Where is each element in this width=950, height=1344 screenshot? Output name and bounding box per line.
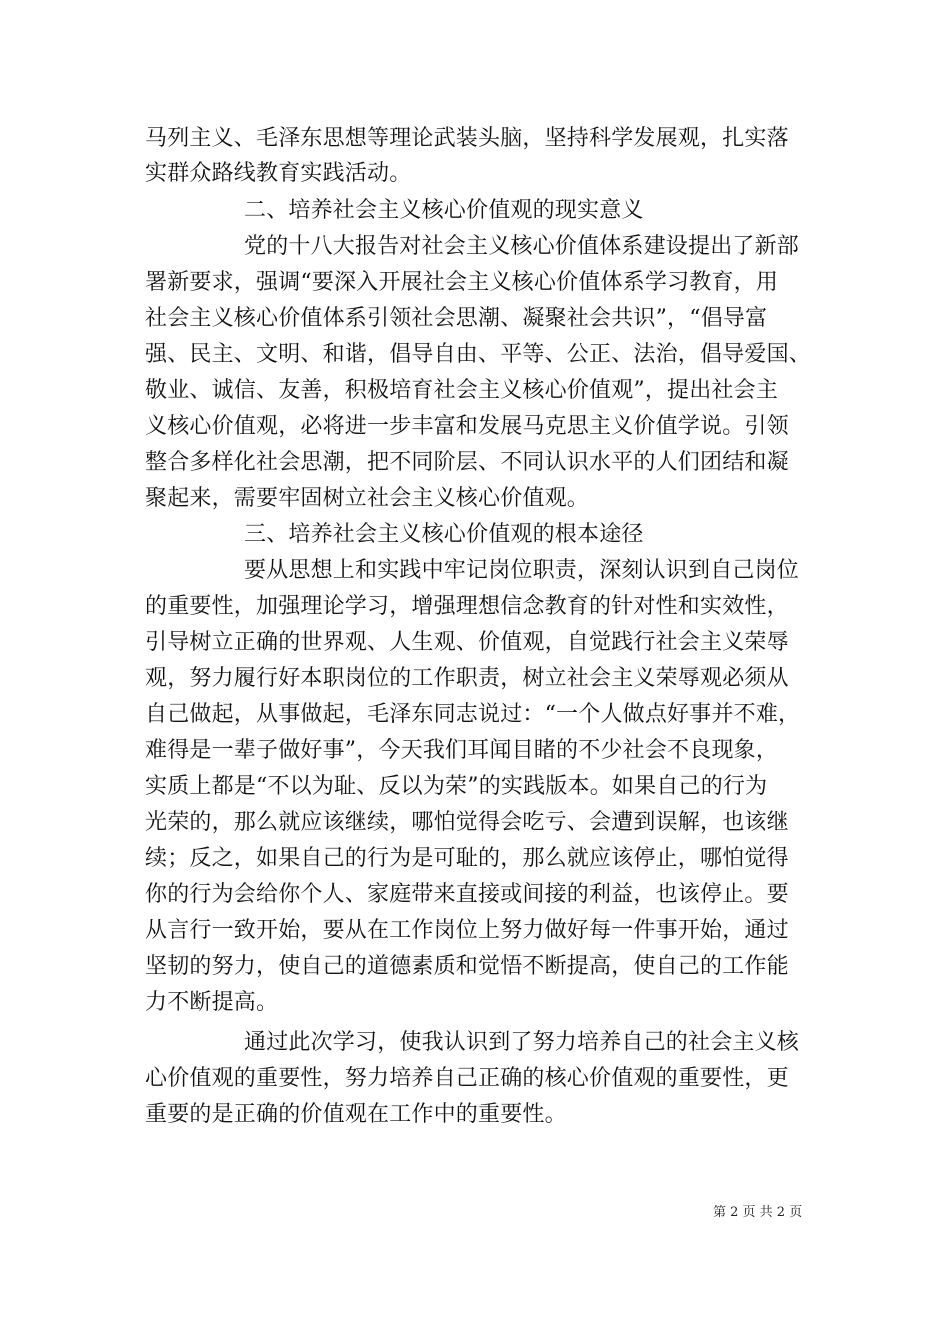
body-text-line: 你的行为会给你个人、家庭带来直接或间接的利益，也该停止。要 — [145, 882, 789, 907]
body-text-line: 实群众路线教育实践活动。 — [145, 161, 412, 186]
body-text-line: 聚起来，需要牢固树立社会主义核心价值观。 — [145, 486, 590, 511]
body-text-line: 敬业、诚信、友善，积极培育社会主义核心价值观”，提出社会主 — [145, 378, 779, 403]
body-text-line: 力不断提高。 — [145, 990, 279, 1015]
body-text-line: 引导树立正确的世界观、人生观、价值观，自觉践行社会主义荣辱 — [145, 630, 789, 655]
body-text-line: 署新要求，强调“要深入开展社会主义核心价值体系学习教育，用 — [145, 270, 779, 295]
body-text-line: 坚韧的努力，使自己的道德素质和觉悟不断提高，使自己的工作能 — [145, 954, 789, 979]
body-text-line: 整合多样化社会思潮，把不同阶层、不同认识水平的人们团结和凝 — [145, 450, 789, 475]
body-text-line: 义核心价值观，必将进一步丰富和发展马克思主义价值学说。引领 — [145, 414, 789, 439]
body-text-line: 心价值观的重要性，努力培养自己正确的核心价值观的重要性，更 — [145, 1066, 789, 1091]
body-text-line: 马列主义、毛泽东思想等理论武装头脑，坚持科学发展观，扎实落 — [145, 126, 789, 151]
body-text-line: 观，努力履行好本职岗位的工作职责，树立社会主义荣辱观必须从 — [145, 666, 789, 691]
body-text-line: 续；反之，如果自己的行为是可耻的，那么就应该停止，哪怕觉得 — [145, 846, 789, 871]
body-text-line: 难得是一辈子做好事”，今天我们耳闻目睹的不少社会不良现象， — [145, 738, 779, 763]
body-text-line: 自己做起，从事做起，毛泽东同志说过：“一个人做点好事并不难， — [145, 702, 801, 727]
body-text-line: 实质上都是“不以为耻、反以为荣”的实践版本。如果自己的行为 — [145, 774, 768, 799]
body-text-line: 光荣的，那么就应该继续，哪怕觉得会吃亏、会遭到误解，也该继 — [145, 810, 789, 835]
body-text-line: 要从思想上和实践中牢记岗位职责，深刻认识到自己岗位 — [244, 558, 800, 583]
body-text-line: 强、民主、文明、和谐，倡导自由、平等、公正、法治，倡导爱国、 — [145, 342, 812, 367]
section-heading-2: 二、培养社会主义核心价值观的现实意义 — [244, 198, 644, 223]
page-footer: 第 2 页 共 2 页 — [713, 1205, 803, 1220]
body-text-line: 重要的是正确的价值观在工作中的重要性。 — [145, 1102, 567, 1127]
body-text-line: 从言行一致开始，要从在工作岗位上努力做好每一件事开始，通过 — [145, 918, 789, 943]
body-text-line: 党的十八大报告对社会主义核心价值体系建设提出了新部 — [244, 234, 800, 259]
section-heading-3: 三、培养社会主义核心价值观的根本途径 — [244, 522, 644, 547]
body-text-line: 社会主义核心价值体系引领社会思潮、凝聚社会共识”，“倡导富 — [145, 306, 768, 331]
body-text-line: 的重要性，加强理论学习，增强理想信念教育的针对性和实效性， — [145, 594, 789, 619]
body-text-line: 通过此次学习，使我认识到了努力培养自己的社会主义核 — [244, 1030, 800, 1055]
